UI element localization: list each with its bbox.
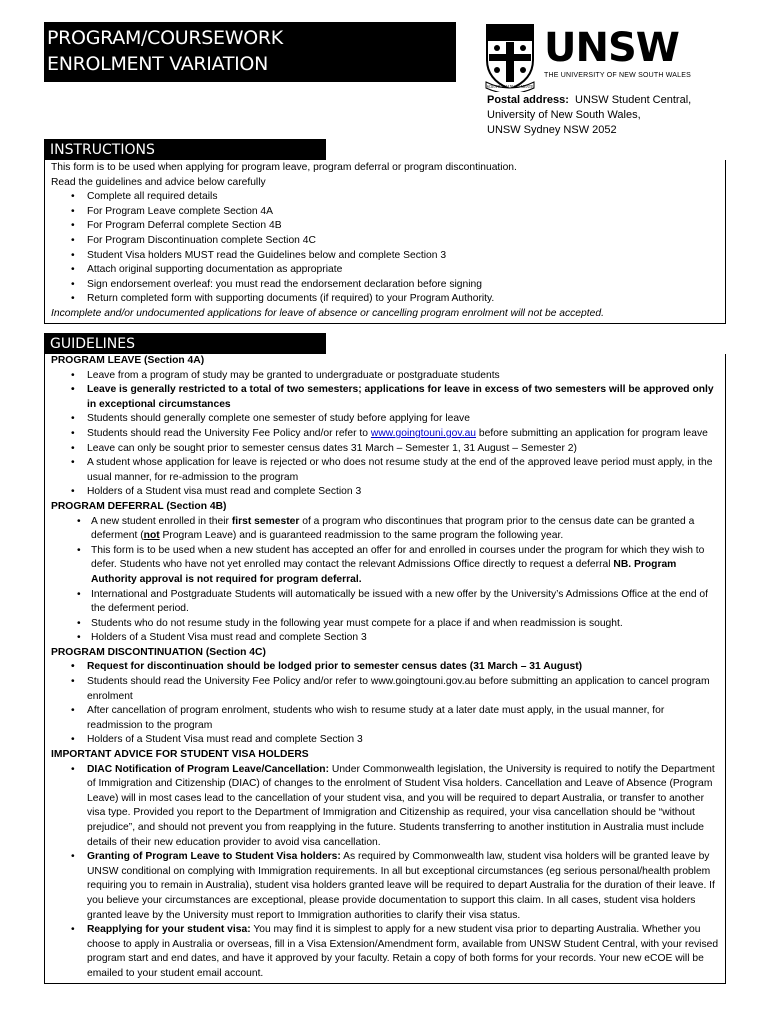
visa-advice-list bbox=[51, 763, 719, 982]
list-item: • Student Visa holders MUST read the Guidelines below and complete Section 3 bbox=[87, 249, 719, 264]
form-title-line1: PROGRAM/COURSEWORK bbox=[47, 27, 283, 49]
program-leave-list bbox=[51, 369, 719, 500]
program-deferral-list bbox=[51, 515, 719, 646]
list-item: • Holders of a Student Visa must read and complete Section 3 bbox=[91, 631, 719, 646]
goingtouni-link[interactable]: www.goingtouni.gov.au bbox=[370, 427, 477, 439]
form-title-block bbox=[44, 22, 456, 82]
visa-advice-title: IMPORTANT ADVICE FOR STUDENT VISA HOLDERS bbox=[51, 749, 309, 761]
instructions-intro: This form is to be used when applying for program leave, program deferral or program discontinuation. bbox=[51, 162, 517, 173]
list-item: • Students should read the University Fee Policy and/or refer to www.goingtouni.gov.au before submitting an application to cancel program enrolment bbox=[87, 675, 719, 704]
list-text: This form is to be used when a new student has accepted an offer for and enrolled in courses under the program for which they wish to defer. Students who have not yet enrolled may contact the relevant Admissions Office directly to request a deferral bbox=[91, 544, 705, 571]
crest-motto: SCIENTIA MANU ET MENTE bbox=[486, 85, 534, 89]
unsw-subtitle: THE UNIVERSITY OF NEW SOUTH WALES bbox=[544, 72, 692, 79]
unsw-logo bbox=[484, 22, 696, 94]
list-item: • International and Postgraduate Students will automatically be issued with a new offer by the University’s Admissions Office at the end of the deferment period. bbox=[91, 588, 719, 617]
list-text: before submitting an application for program leave bbox=[476, 427, 708, 439]
list-item bbox=[87, 923, 719, 981]
list-item: • For Program Leave complete Section 4A bbox=[87, 205, 719, 220]
list-text: Students should read the University Fee Policy and/or refer to bbox=[87, 427, 371, 439]
list-item bbox=[87, 427, 719, 442]
list-item: • Holders of a Student visa must read and complete Section 3 bbox=[87, 485, 719, 500]
list-text-bold: not bbox=[143, 530, 160, 542]
guidelines-heading: GUIDELINES bbox=[44, 333, 326, 354]
list-text-bold: NB. Program Authority approval is not required for program deferral. bbox=[91, 559, 677, 585]
list-item: • Request for discontinuation should be lodged prior to semester census dates (31 March – 31 August) bbox=[87, 660, 719, 675]
instructions-heading: INSTRUCTIONS bbox=[44, 139, 326, 160]
list-item bbox=[91, 515, 719, 544]
unsw-crest-icon bbox=[484, 22, 536, 92]
program-deferral-title: PROGRAM DEFERRAL (Section 4B) bbox=[51, 500, 227, 512]
list-text-bold: Reapplying for your student visa: bbox=[87, 924, 251, 936]
list-item: • Students who do not resume study in the following year must compete for a place if and when readmission is sought. bbox=[91, 617, 719, 632]
postal-label: Postal address: bbox=[487, 94, 569, 106]
list-text-bold: DIAC Notification of Program Leave/Cancellation: bbox=[87, 763, 330, 775]
postal-line3: UNSW Sydney NSW 2052 bbox=[487, 124, 617, 136]
list-item: • Return completed form with supporting documents (if required) to your Program Authority. bbox=[87, 292, 719, 307]
program-discontinuation-title: PROGRAM DISCONTINUATION (Section 4C) bbox=[51, 646, 266, 658]
list-text: of a program who discontinues that program prior to the census date can be granted a deferment ( bbox=[91, 515, 695, 542]
form-title-line2: ENROLMENT VARIATION bbox=[47, 53, 269, 75]
list-item: • Sign endorsement overleaf: you must read the endorsement declaration before signing bbox=[87, 278, 719, 293]
list-text: You may find it is simplest to apply for a new student visa prior to departing Australia. Whether you choose to apply in Australia or overseas, fill in a Visa Extension/Amendment form, available from UNSW Student Central, with your revised program start and end dates, and have it approved by your faculty. Retain a copy of both forms for your records. Your new eCOE will be emailed to your student email account. bbox=[87, 924, 719, 979]
instructions-list bbox=[51, 190, 719, 307]
list-item: • Leave can only be sought prior to semester census dates 31 March – Semester 1, 31 August – Semester 2) bbox=[87, 442, 719, 457]
list-item: • A student whose application for leave is rejected or who does not resume study at the end of the approved leave period must apply, in the usual manner, for re-admission to the program bbox=[87, 456, 719, 485]
program-leave-title: PROGRAM LEAVE (Section 4A) bbox=[51, 355, 205, 366]
list-item bbox=[87, 763, 719, 851]
list-item: • Complete all required details bbox=[87, 190, 719, 205]
list-item: • Holders of a Student Visa must read and complete Section 3 bbox=[87, 733, 719, 748]
list-item bbox=[87, 850, 719, 923]
list-text-bold: Granting of Program Leave to Student Visa holders: bbox=[87, 851, 341, 863]
list-text: Program Leave) and is guaranteed readmission to the same program the following year. bbox=[159, 530, 564, 542]
instructions-body bbox=[44, 160, 726, 324]
instructions-section bbox=[44, 139, 726, 324]
postal-line2: University of New South Wales, bbox=[487, 109, 641, 121]
list-item: • Attach original supporting documentation as appropriate bbox=[87, 263, 719, 278]
list-item: • For Program Deferral complete Section 4B bbox=[87, 219, 719, 234]
list-item bbox=[91, 544, 719, 588]
postal-line1: UNSW Student Central, bbox=[575, 94, 692, 106]
program-discontinuation-list bbox=[51, 660, 719, 748]
list-item: • Leave is generally restricted to a total of two semesters; applications for leave in excess of two semesters will be approved only in exceptional circumstances bbox=[87, 383, 719, 412]
guidelines-body bbox=[44, 354, 726, 984]
list-item: • Leave from a program of study may be granted to undergraduate or postgraduate students bbox=[87, 369, 719, 384]
list-text-bold: first semester bbox=[231, 515, 300, 527]
instructions-intro: Read the guidelines and advice below carefully bbox=[51, 176, 266, 188]
list-text: A new student enrolled in their bbox=[91, 515, 232, 527]
instructions-warning: Incomplete and/or undocumented applications for leave of absence or cancelling program enrolment will not be accepted. bbox=[51, 307, 604, 319]
list-item: • For Program Discontinuation complete Section 4C bbox=[87, 234, 719, 249]
guidelines-section bbox=[44, 333, 726, 984]
postal-address bbox=[487, 93, 691, 138]
unsw-wordmark: UNSW bbox=[544, 25, 679, 71]
list-text: Under Commonwealth legislation, the University is required to notify the Department of Immigration and Citizenship (DIAC) of changes to the enrolment of Student Visa holders. Cancellation and Leave of Absence (Program Leave) will in most cases lead to the cancellation of your student visa, and you will be required to depart Australia, or transfer to another visa type. Provided you report to the Department of Immigration and Citizenship as required, your visa cancellation should be “without prejudice”, and should not prevent you from reapplying in the future. Students transferring to another institution in Australia must include details of their new education provider to avoid visa cancellation. bbox=[87, 763, 715, 848]
list-item: • Students should generally complete one semester of study before applying for leave bbox=[87, 412, 719, 427]
list-text: As required by Commonwealth law, student visa holders will be granted leave by UNSW conditional on complying with Immigration requirements. In all but exceptional circumstances (eg serious personal/health problem requiring you to remain in Australia), student visa holders granted leave will be required to depart Australia for the duration of their leave. If you believe your circumstances are exceptional, please provide documentation to support this claim. In all cases, student visa holders granted leave by the University must report to Immigration authorities to clarify their visa status. bbox=[87, 851, 715, 921]
list-item: • After cancellation of program enrolment, students who wish to resume study at a later date must apply, in the usual manner, for readmission to the program bbox=[87, 704, 719, 733]
